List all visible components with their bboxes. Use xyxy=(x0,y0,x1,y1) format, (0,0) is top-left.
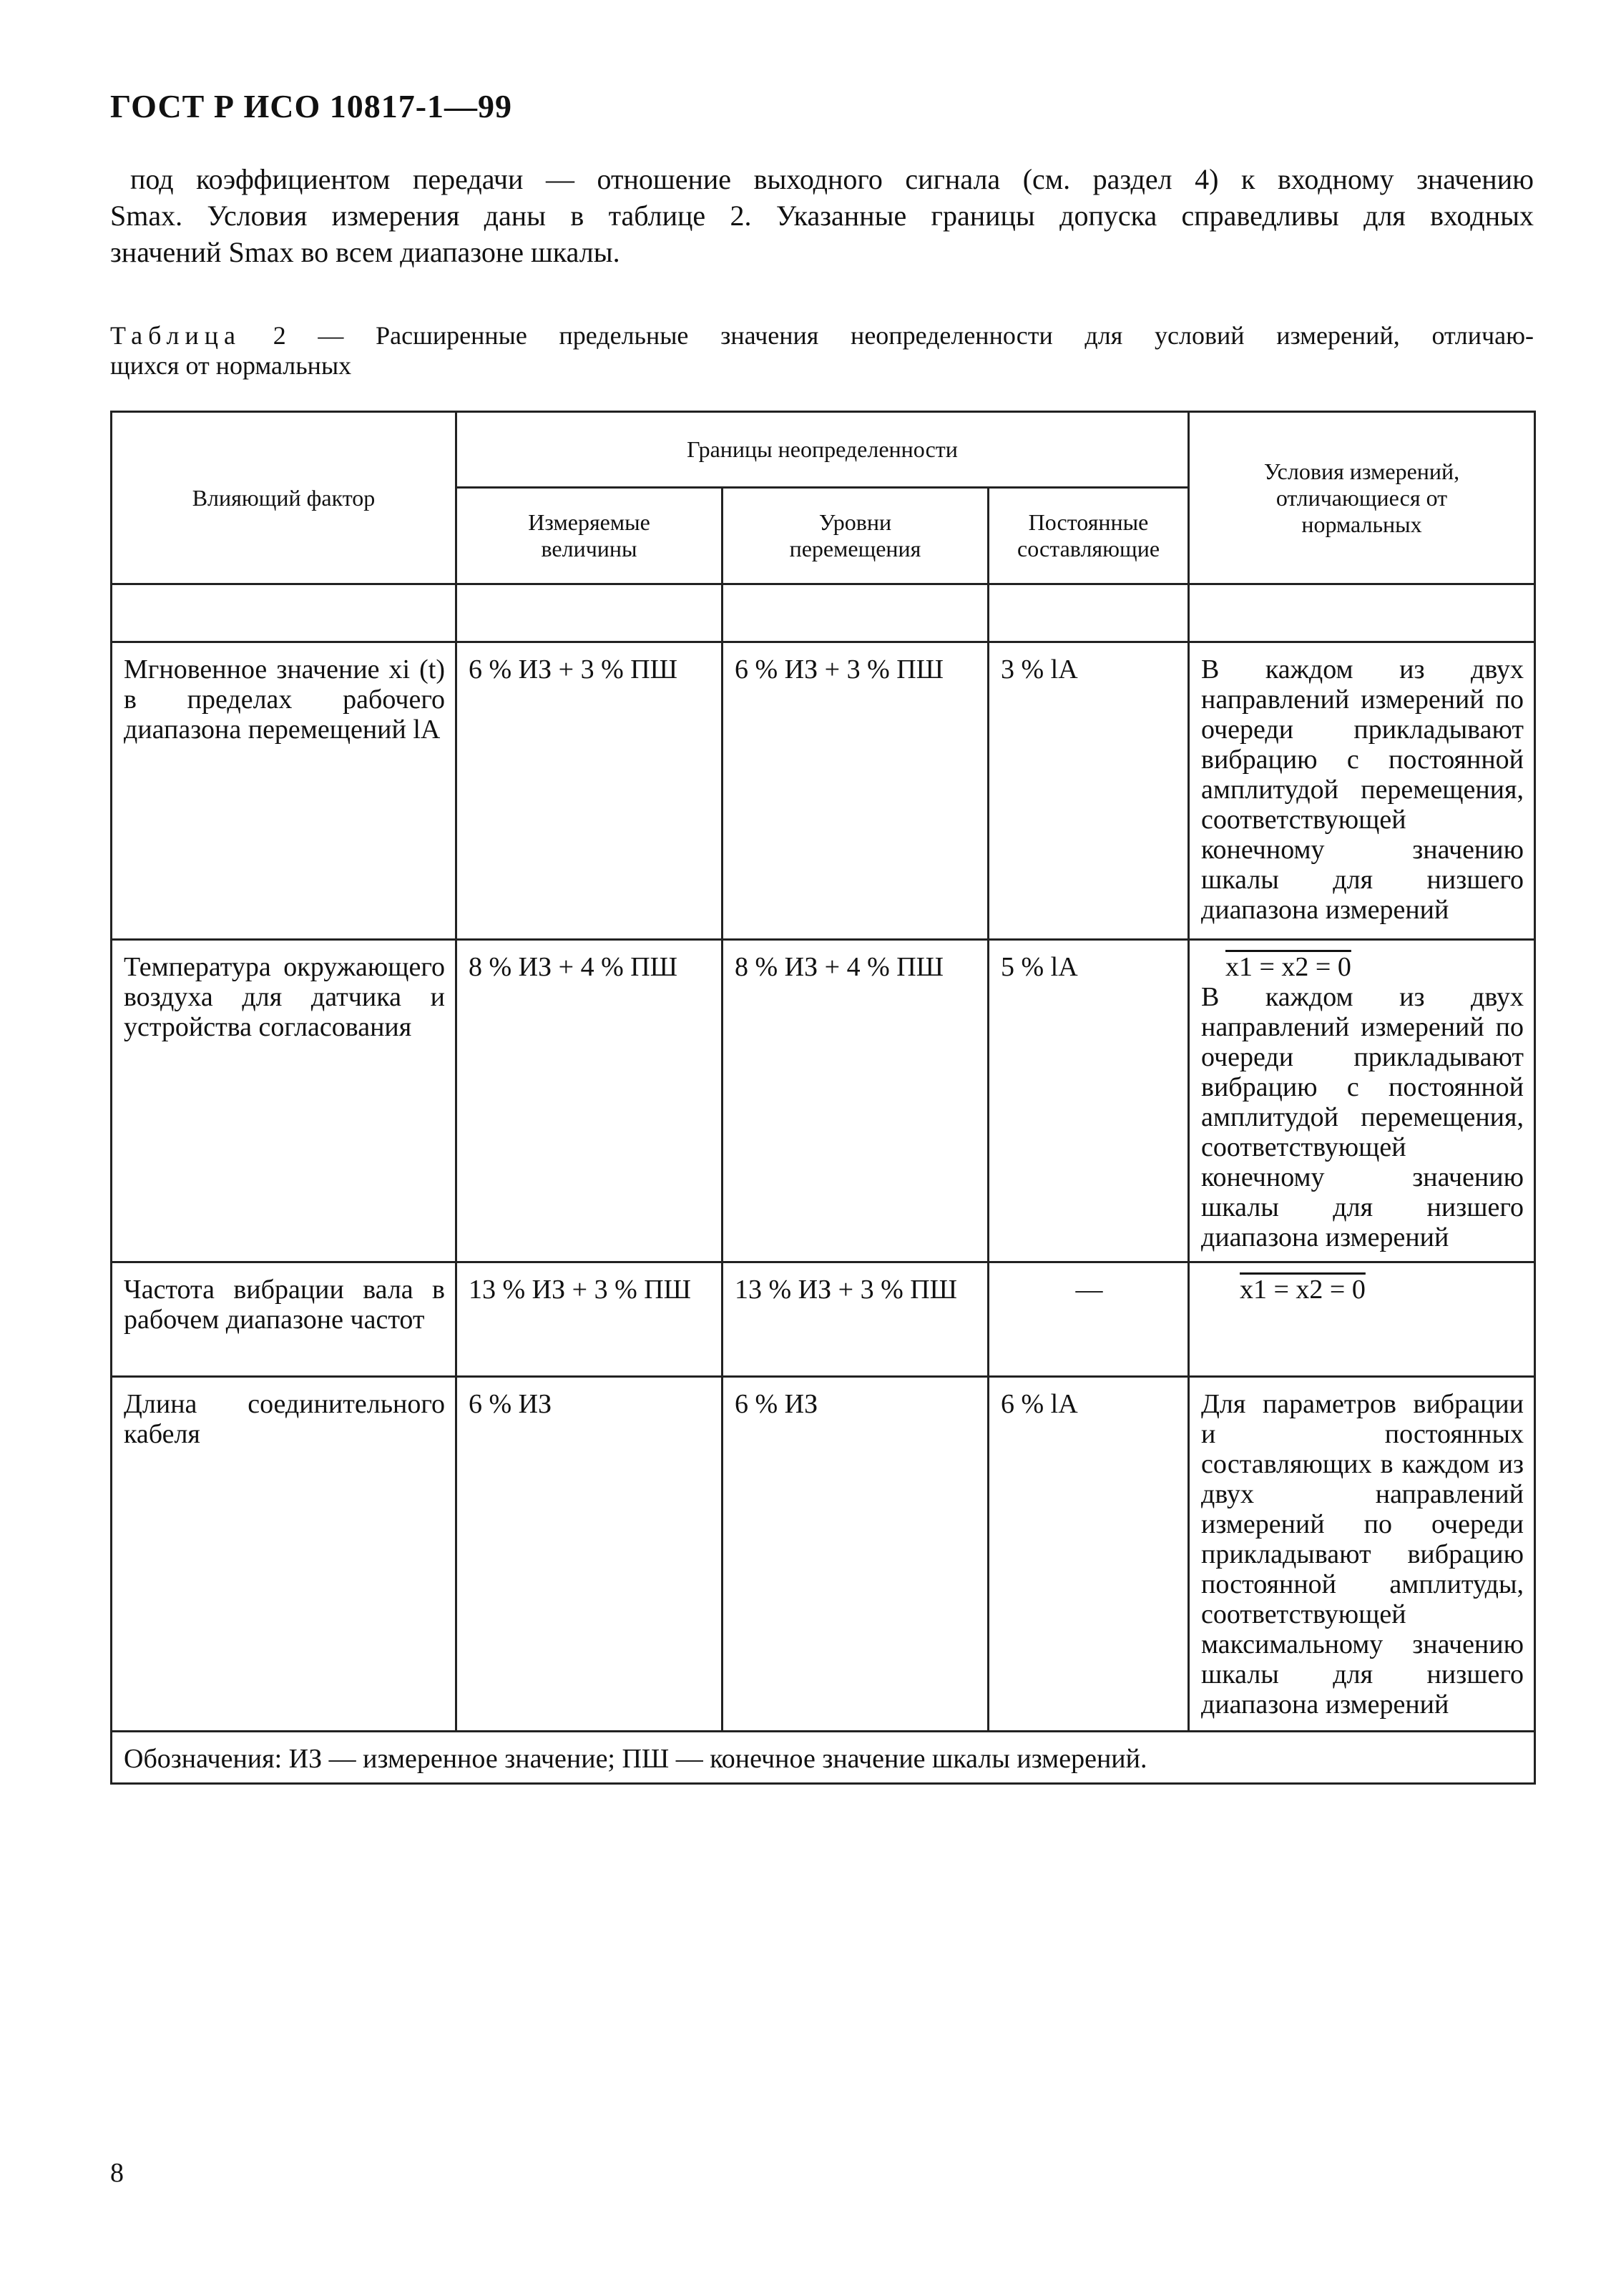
table-row xyxy=(112,1262,1535,1377)
constant-cell: 3 % lA xyxy=(989,642,1189,940)
header-measured: Измеряемые величины xyxy=(456,488,723,584)
page-number: 8 xyxy=(110,2158,124,2188)
table-caption-line-2: щихся от нормальных xyxy=(110,351,352,380)
conditions-cell xyxy=(1189,1377,1535,1732)
constant-cell: — xyxy=(989,1262,1189,1377)
table-caption-label: Таблица xyxy=(110,321,241,350)
intro-line-1: под коэффициентом передачи — отношение выходного сигнала (см. раздел 4) к входному значению xyxy=(130,163,1534,195)
table-header-gap xyxy=(112,584,1535,642)
table-caption-text: 2 — Расширенные предельные значения неопределенности для условий измерений, отличаю- xyxy=(273,321,1534,350)
uncertainty-table xyxy=(110,411,1536,1785)
displacement-cell: 6 % ИЗ + 3 % ПШ xyxy=(723,642,989,940)
intro-line-2: Smax. Условия измерения даны в таблице 2. Указанные границы допуска справедливы для входных xyxy=(110,200,1534,232)
constant-cell: 6 % lA xyxy=(989,1377,1189,1732)
factor-cell: Длина соединительного кабеля xyxy=(112,1377,456,1732)
measured-cell: 8 % ИЗ + 4 % ПШ xyxy=(456,940,723,1262)
table-note-row xyxy=(112,1732,1535,1784)
table-header-row xyxy=(112,412,1535,488)
conditions-cell xyxy=(1189,940,1535,1262)
conditions-text: В каждом из двух направлений измерений по очереди прикладывают вибрацию с постоянной амплитудой перемещения, соответствующей конечному значению шкалы для низшего диапазона измерений xyxy=(1201,654,1524,925)
measured-cell: 6 % ИЗ + 3 % ПШ xyxy=(456,642,723,940)
table-note: Обозначения: ИЗ — измеренное значение; ПШ — конечное значение шкалы измерений. xyxy=(112,1732,1535,1784)
displacement-cell: 8 % ИЗ + 4 % ПШ xyxy=(723,940,989,1262)
displacement-cell: 6 % ИЗ xyxy=(723,1377,989,1732)
displacement-cell: 13 % ИЗ + 3 % ПШ xyxy=(723,1262,989,1377)
gap-cell xyxy=(1189,584,1535,642)
header-constant: Постоянные составляющие xyxy=(989,488,1189,584)
header-displacement: Уровни перемещения xyxy=(723,488,989,584)
intro-line-3: значений Smax во всем диапазоне шкалы. xyxy=(110,236,620,268)
intro-paragraph xyxy=(110,161,1534,270)
factor-cell: Мгновенное значение xi (t) в пределах рабочего диапазона перемещений lA xyxy=(112,642,456,940)
document-header: ГОСТ Р ИСО 10817-1—99 xyxy=(110,88,513,124)
gap-cell xyxy=(989,584,1189,642)
conditions-text: В каждом из двух направлений измерений по очереди прикладывают вибрацию с постоянной амплитудой перемещения, соответствующей конечному значению шкалы для низшего диапазона измерений xyxy=(1201,982,1524,1252)
header-factor: Влияющий фактор xyxy=(112,412,456,584)
table-row xyxy=(112,940,1535,1262)
conditions-cell xyxy=(1189,642,1535,940)
gap-cell xyxy=(112,584,456,642)
formula: x1 = x2 = 0 xyxy=(1240,1275,1366,1305)
factor-cell: Частота вибрации вала в рабочем диапазоне частот xyxy=(112,1262,456,1377)
table-row xyxy=(112,642,1535,940)
gap-cell xyxy=(456,584,723,642)
conditions-cell xyxy=(1189,1262,1535,1377)
table-caption xyxy=(110,320,1534,381)
table-row xyxy=(112,1377,1535,1732)
conditions-text: Для параметров вибрации и постоянных составляющих в каждом из двух направлений измерений по очереди прикладывают вибрацию постоянной амплитуды, соответствующей максимальному значению шкалы для низшего диапазона измерений xyxy=(1201,1389,1524,1719)
measured-cell: 6 % ИЗ xyxy=(456,1377,723,1732)
constant-cell: 5 % lA xyxy=(989,940,1189,1262)
measured-cell: 13 % ИЗ + 3 % ПШ xyxy=(456,1262,723,1377)
header-conditions: Условия измерений, отличающиеся от нормальных xyxy=(1189,412,1535,584)
formula: x1 = x2 = 0 xyxy=(1225,952,1351,982)
table-caption-line-1 xyxy=(110,320,1534,350)
header-bounds: Границы неопределенности xyxy=(456,412,1189,488)
factor-cell: Температура окружающего воздуха для датчика и устройства согласования xyxy=(112,940,456,1262)
gap-cell xyxy=(723,584,989,642)
